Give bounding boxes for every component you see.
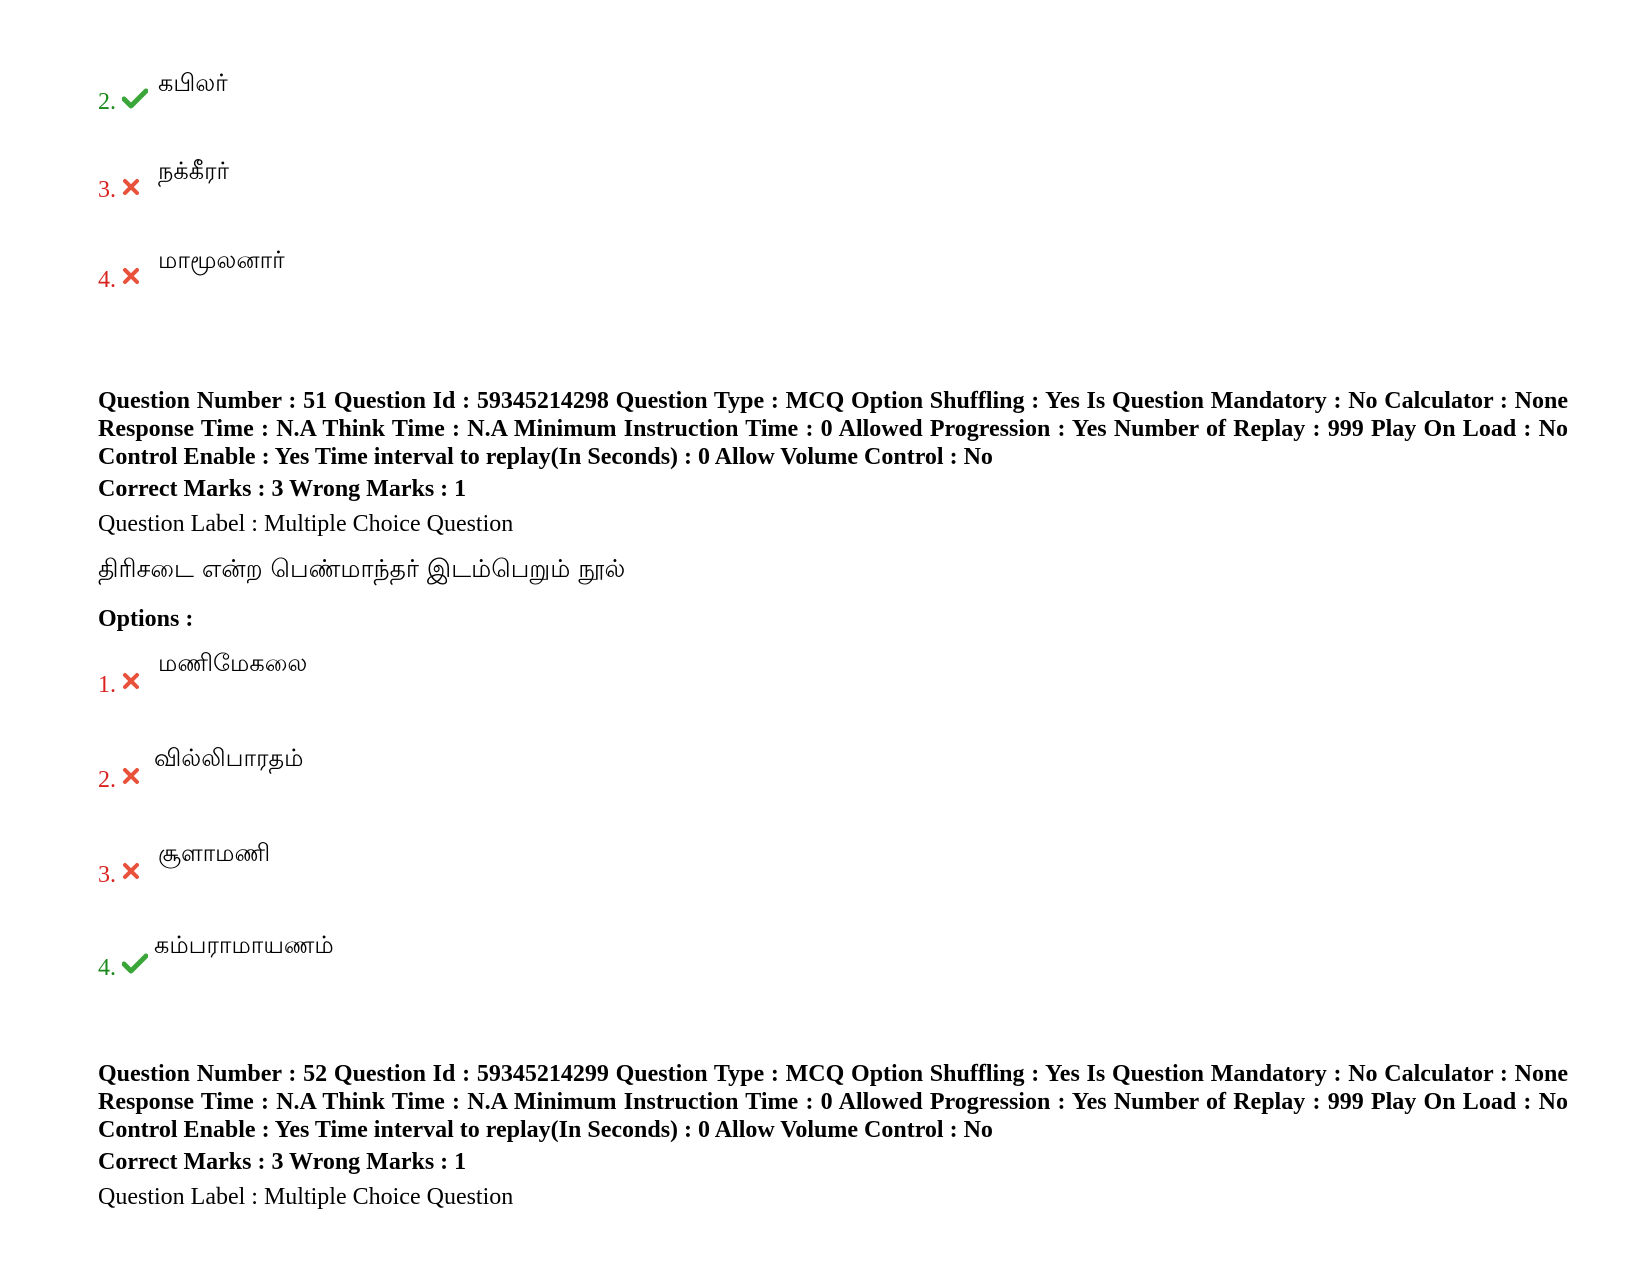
- cross-icon: [122, 862, 140, 885]
- question-51-meta: Question Number : 51 Question Id : 59345214298 Question Type : MCQ Option Shuffling : Yes Is Question Mandatory : No Calculator : None Response Time : N.A Think Time : N.A Minimum Instruction Time : 0 Allowed Progression : Yes Number of Replay : 999 Play On Load : No Control Enable : Yes Time interval to replay(In Seconds) : 0 Allow Volume Control : No: [98, 388, 1568, 470]
- q51-option-4: [98, 930, 698, 990]
- prev-option-4: [98, 245, 698, 305]
- option-text: வில்லிபாரதம்: [154, 744, 304, 772]
- option-text: நக்கீரர்: [158, 157, 230, 185]
- check-icon: [122, 88, 148, 115]
- question-52-label: Question Label : Multiple Choice Question: [98, 1184, 514, 1210]
- option-number: 3.: [98, 862, 116, 888]
- cross-icon: [122, 767, 140, 790]
- option-number: 1.: [98, 672, 116, 698]
- prev-option-3: [98, 156, 698, 216]
- option-number: 4.: [98, 955, 116, 981]
- option-text: சூளாமணி: [158, 839, 271, 867]
- option-number: 3.: [98, 177, 116, 203]
- option-text: கம்பராமாயணம்: [154, 931, 334, 959]
- check-icon: [122, 953, 148, 980]
- q51-option-2: [98, 743, 698, 803]
- question-51-label: Question Label : Multiple Choice Question: [98, 511, 514, 537]
- cross-icon: [122, 672, 140, 695]
- option-number: 2.: [98, 89, 116, 115]
- cross-icon: [122, 178, 140, 201]
- cross-icon: [122, 267, 140, 290]
- option-number: 2.: [98, 767, 116, 793]
- question-51-marks: Correct Marks : 3 Wrong Marks : 1: [98, 476, 467, 502]
- q51-option-3: [98, 838, 698, 898]
- option-text: கபிலர்: [158, 69, 228, 97]
- option-text: மாமூலனார்: [158, 246, 285, 274]
- question-52-meta: Question Number : 52 Question Id : 59345214299 Question Type : MCQ Option Shuffling : Yes Is Question Mandatory : No Calculator : None Response Time : N.A Think Time : N.A Minimum Instruction Time : 0 Allowed Progression : Yes Number of Replay : 999 Play On Load : No Control Enable : Yes Time interval to replay(In Seconds) : 0 Allow Volume Control : No: [98, 1061, 1568, 1143]
- question-51-text: திரிசடை என்ற பெண்மாந்தர் இடம்பெறும் நூல்: [98, 554, 626, 583]
- option-text: மணிமேகலை: [158, 649, 308, 677]
- options-heading: Options :: [98, 606, 194, 632]
- prev-option-2: [98, 68, 698, 128]
- q51-option-1: [98, 648, 698, 708]
- question-52-marks: Correct Marks : 3 Wrong Marks : 1: [98, 1149, 467, 1175]
- option-number: 4.: [98, 267, 116, 293]
